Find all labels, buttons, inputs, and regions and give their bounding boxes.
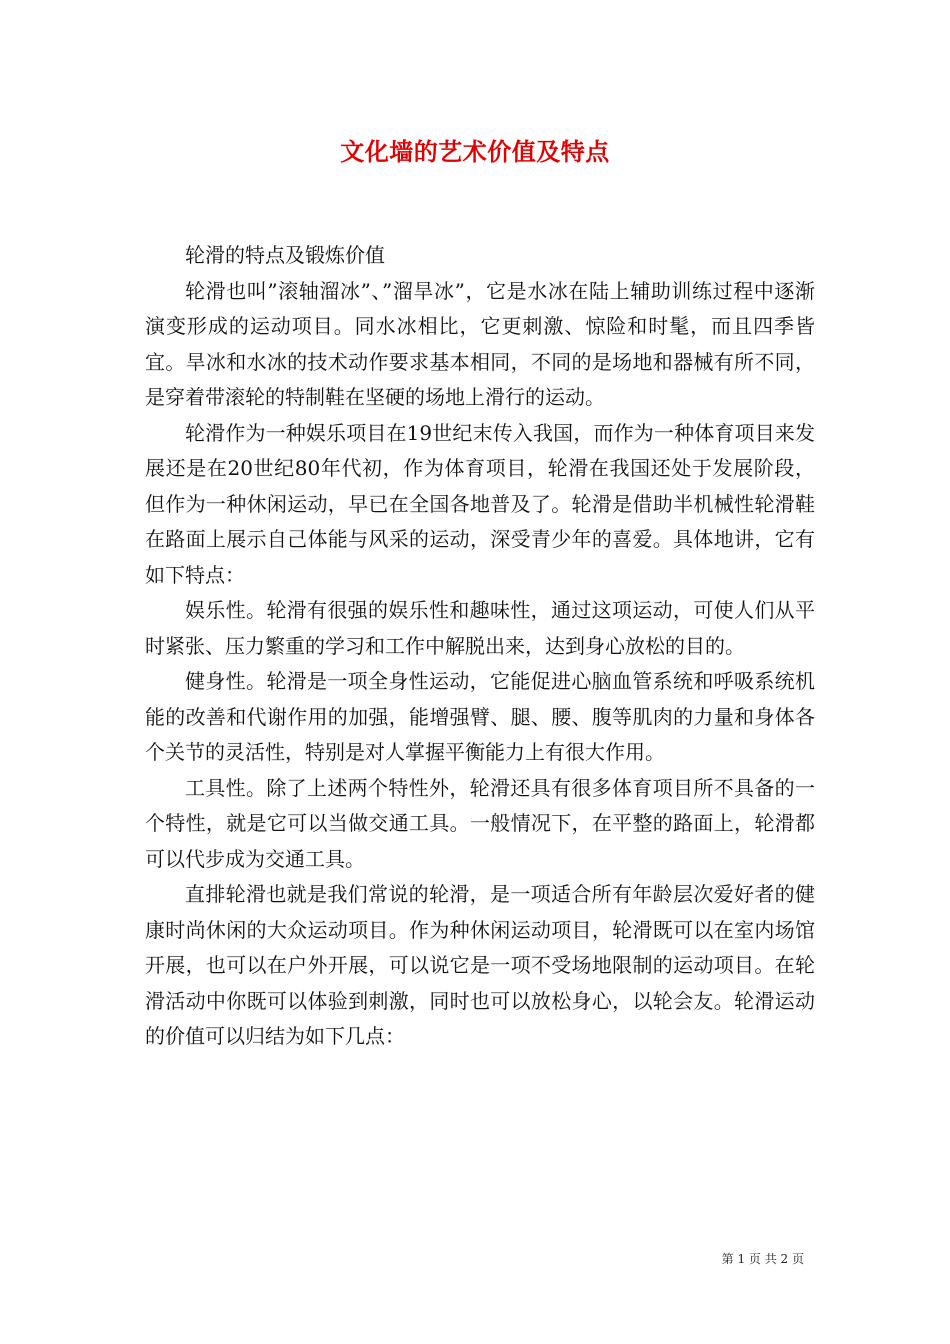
paragraph-entertainment: 娱乐性。轮滑有很强的娱乐性和趣味性，通过这项运动，可使人们从平时紧张、压力繁重的学习和工作中解脱出来，达到身心放松的目的。: [145, 598, 815, 658]
document-body: [145, 238, 815, 1055]
paragraph-fitness: 健身性。轮滑是一项全身性运动，它能促进心脑血管系统和呼吸系统机能的改善和代谢作用的加强，能增强臂、腿、腰、腹等肌肉的力量和身体各个关节的灵活性，特别是对人掌握平衡能力上有很大作用。: [145, 669, 815, 764]
page-number: 第 1 页 共 2 页: [721, 1252, 804, 1266]
paragraph-inline-skating: 直排轮滑也就是我们常说的轮滑，是一项适合所有年龄层次爱好者的健康时尚休闲的大众运动项目。作为种休闲运动项目，轮滑既可以在室内场馆开展，也可以在户外开展，可以说它是一项不受场地限制的运动项目。在轮滑活动中你既可以体验到刺激，同时也可以放松身心，以轮会友。轮滑运动的价值可以归结为如下几点：: [145, 882, 815, 1048]
paragraph-history: 轮滑作为一种娱乐项目在19世纪末传入我国，而作为一种体育项目来发展还是在20世纪80年代初，作为体育项目，轮滑在我国还处于发展阶段，但作为一种休闲运动，早已在全国各地普及了。轮滑是借助半机械性轮滑鞋在路面上展示自己体能与风采的运动，深受青少年的喜爱。具体地讲，它有如下特点：: [145, 420, 815, 587]
document-title: 文化墙的艺术价值及特点: [340, 137, 610, 166]
paragraph-tool: 工具性。除了上述两个特性外，轮滑还具有很多体育项目所不具备的一个特性，就是它可以当做交通工具。一般情况下，在平整的路面上，轮滑都可以代步成为交通工具。: [145, 775, 815, 871]
section-heading: 轮滑的特点及锻炼价值: [185, 243, 385, 267]
paragraph-intro: 轮滑也叫”滚轴溜冰”、”溜旱冰”，它是水冰在陆上辅助训练过程中逐渐演变形成的运动项目。同水冰相比，它更刺激、惊险和时髦，而且四季皆宜。旱冰和水冰的技术动作要求基本相同，不同的是场地和器械有所不同，是穿着带滚轮的特制鞋在坚硬的场地上滑行的运动。: [145, 278, 815, 409]
